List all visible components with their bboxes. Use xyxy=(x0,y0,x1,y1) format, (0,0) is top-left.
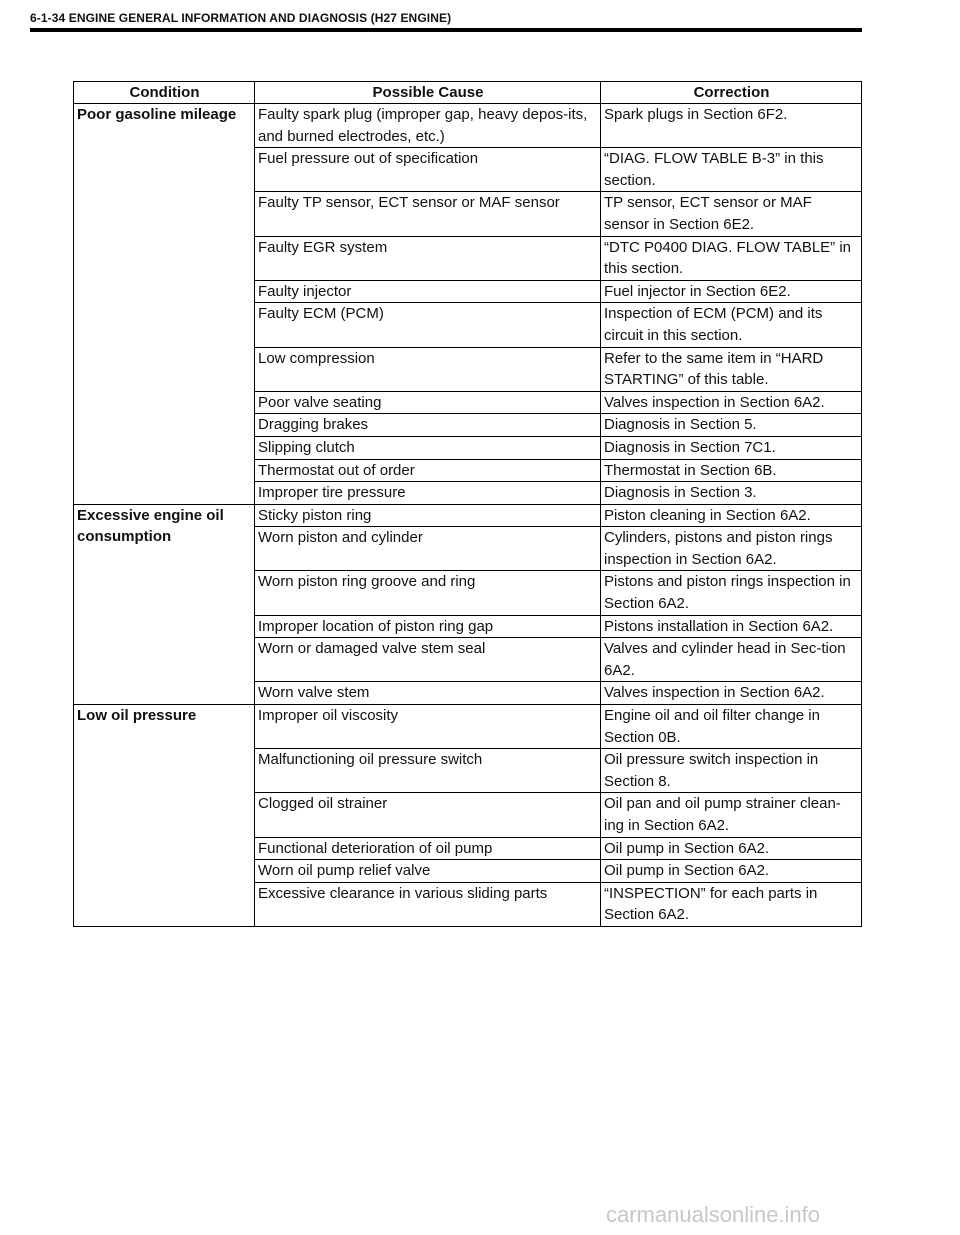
cause-cell: Fuel pressure out of specification xyxy=(255,148,601,192)
correction-cell: Oil pressure switch inspection in Section 8. xyxy=(601,749,862,793)
table-row xyxy=(74,504,862,527)
table-header xyxy=(74,82,862,104)
cause-cell: Poor valve seating xyxy=(255,391,601,414)
correction-cell: Cylinders, pistons and piston rings inspection in Section 6A2. xyxy=(601,527,862,571)
cause-cell: Sticky piston ring xyxy=(255,504,601,527)
cause-cell: Improper location of piston ring gap xyxy=(255,615,601,638)
cause-cell: Clogged oil strainer xyxy=(255,793,601,837)
cause-cell: Worn or damaged valve stem seal xyxy=(255,638,601,682)
column-header-possible-cause: Possible Cause xyxy=(255,82,601,104)
correction-cell: Spark plugs in Section 6F2. xyxy=(601,104,862,148)
correction-cell: Refer to the same item in “HARD STARTING” of this table. xyxy=(601,347,862,391)
cause-cell: Faulty ECM (PCM) xyxy=(255,303,601,347)
cause-cell: Malfunctioning oil pressure switch xyxy=(255,749,601,793)
page-header xyxy=(30,10,862,32)
correction-cell: Oil pump in Section 6A2. xyxy=(601,837,862,860)
cause-cell: Excessive clearance in various sliding parts xyxy=(255,882,601,926)
correction-cell: TP sensor, ECT sensor or MAF sensor in Section 6E2. xyxy=(601,192,862,236)
table-body xyxy=(74,104,862,927)
correction-cell: Diagnosis in Section 7C1. xyxy=(601,436,862,459)
cause-cell: Functional deterioration of oil pump xyxy=(255,837,601,860)
column-header-condition: Condition xyxy=(74,82,255,104)
cause-cell: Faulty spark plug (improper gap, heavy depos-its, and burned electrodes, etc.) xyxy=(255,104,601,148)
cause-cell: Improper tire pressure xyxy=(255,482,601,505)
correction-cell: Piston cleaning in Section 6A2. xyxy=(601,504,862,527)
watermark-text: carmanualsonline.info xyxy=(606,1202,821,1227)
cause-cell: Worn oil pump relief valve xyxy=(255,860,601,883)
diagnosis-table xyxy=(73,81,862,927)
column-header-correction: Correction xyxy=(601,82,862,104)
condition-cell: Excessive engine oil consumption xyxy=(74,504,255,704)
cause-cell: Thermostat out of order xyxy=(255,459,601,482)
cause-cell: Faulty EGR system xyxy=(255,236,601,280)
correction-cell: Fuel injector in Section 6E2. xyxy=(601,280,862,303)
cause-cell: Worn piston and cylinder xyxy=(255,527,601,571)
correction-cell: Valves and cylinder head in Sec-tion 6A2. xyxy=(601,638,862,682)
cause-cell: Dragging brakes xyxy=(255,414,601,437)
correction-cell: Oil pan and oil pump strainer clean-ing in Section 6A2. xyxy=(601,793,862,837)
cause-cell: Worn piston ring groove and ring xyxy=(255,571,601,615)
correction-cell: Valves inspection in Section 6A2. xyxy=(601,682,862,705)
correction-cell: Pistons and piston rings inspection in Section 6A2. xyxy=(601,571,862,615)
cause-cell: Worn valve stem xyxy=(255,682,601,705)
correction-cell: Pistons installation in Section 6A2. xyxy=(601,615,862,638)
condition-cell: Low oil pressure xyxy=(74,705,255,927)
cause-cell: Improper oil viscosity xyxy=(255,705,601,749)
correction-cell: Inspection of ECM (PCM) and its circuit in this section. xyxy=(601,303,862,347)
correction-cell: Engine oil and oil filter change in Section 0B. xyxy=(601,705,862,749)
correction-cell: Valves inspection in Section 6A2. xyxy=(601,391,862,414)
table-header-row xyxy=(74,82,862,104)
table-row xyxy=(74,104,862,148)
correction-cell: Diagnosis in Section 3. xyxy=(601,482,862,505)
condition-cell: Poor gasoline mileage xyxy=(74,104,255,505)
header-rule xyxy=(30,28,862,32)
correction-cell: “DTC P0400 DIAG. FLOW TABLE” in this section. xyxy=(601,236,862,280)
cause-cell: Faulty TP sensor, ECT sensor or MAF sensor xyxy=(255,192,601,236)
correction-cell: “INSPECTION” for each parts in Section 6A2. xyxy=(601,882,862,926)
correction-cell: Oil pump in Section 6A2. xyxy=(601,860,862,883)
cause-cell: Low compression xyxy=(255,347,601,391)
table-row xyxy=(74,705,862,749)
correction-cell: Diagnosis in Section 5. xyxy=(601,414,862,437)
correction-cell: Thermostat in Section 6B. xyxy=(601,459,862,482)
correction-cell: “DIAG. FLOW TABLE B-3” in this section. xyxy=(601,148,862,192)
page-title: 6-1-34 ENGINE GENERAL INFORMATION AND DIAGNOSIS (H27 ENGINE) xyxy=(30,11,452,25)
cause-cell: Slipping clutch xyxy=(255,436,601,459)
cause-cell: Faulty injector xyxy=(255,280,601,303)
